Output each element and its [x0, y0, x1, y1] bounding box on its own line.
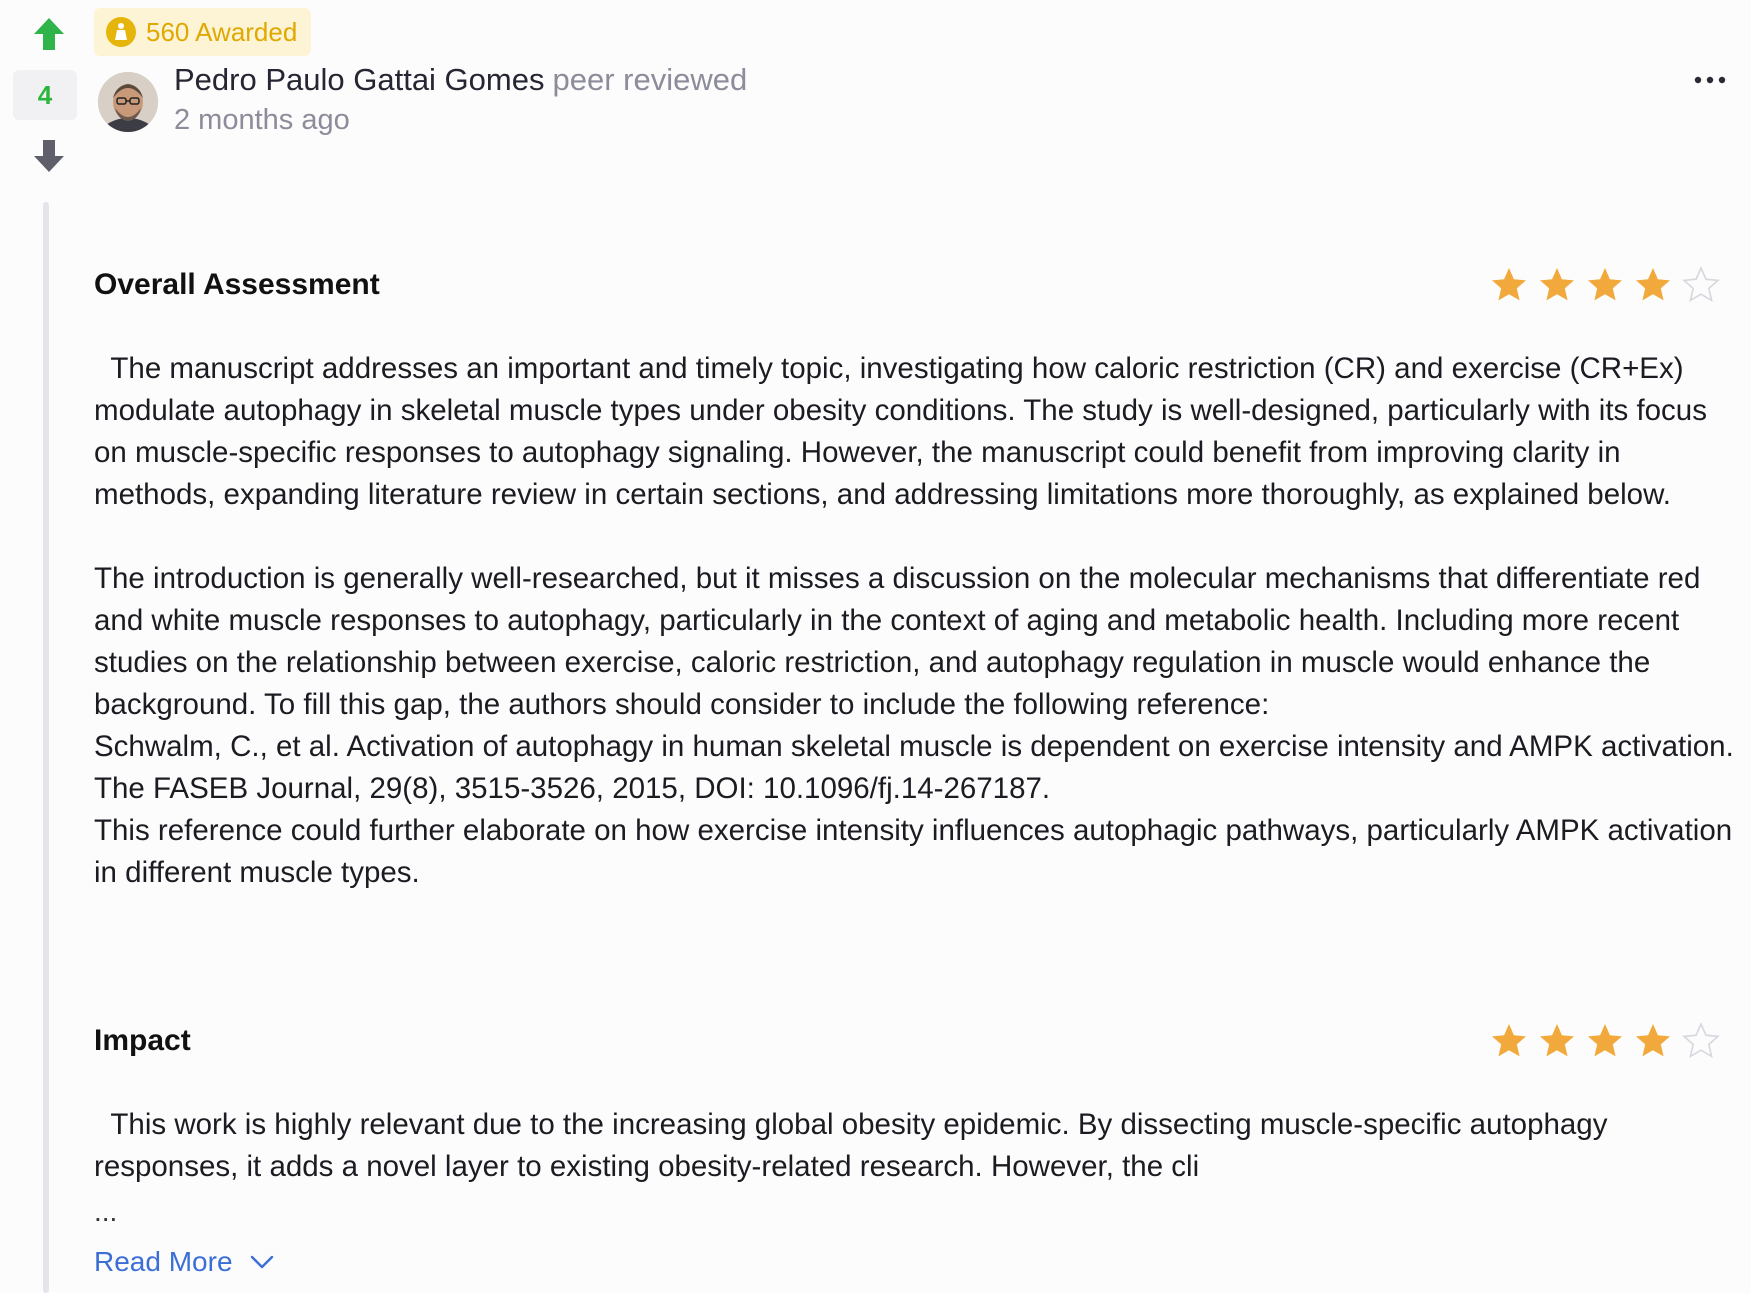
- overall-assessment-body: [94, 348, 1734, 894]
- more-options-icon[interactable]: [1688, 66, 1732, 94]
- read-more-button[interactable]: [94, 1246, 275, 1278]
- author-name[interactable]: Pedro Paulo Gattai Gomes: [174, 62, 545, 97]
- impact-paragraph: This work is highly relevant due to the increasing global obesity epidemic. By dissecting muscle-specific autophagy responses, it adds a novel layer to existing obesity-related research. However, the cli: [94, 1108, 1608, 1183]
- introduction-paragraph: The introduction is generally well-researched, but it misses a discussion on the molecular mechanisms that differentiate red and white muscle responses to autophagy, particularly in the context of aging and metabolic health. Including more recent studies on the relationship between exercise, caloric restriction, and autophagy regulation in muscle would enhance the background. To fill this gap, the authors should consider to include the following reference:: [94, 562, 1701, 721]
- rating-stars-impact: [1490, 1022, 1720, 1062]
- reference-note-paragraph: This reference could further elaborate on how exercise intensity influences autophagic pathways, particularly AMPK activation in different muscle types.: [94, 814, 1733, 889]
- star-filled-icon: [1490, 1022, 1528, 1060]
- star-filled-icon: [1634, 266, 1672, 304]
- star-empty-icon: [1682, 266, 1720, 304]
- award-icon: [106, 17, 136, 47]
- author-role: peer reviewed: [552, 62, 748, 97]
- section-title-impact: Impact: [94, 1024, 191, 1057]
- chevron-down-icon: [249, 1254, 275, 1270]
- star-filled-icon: [1586, 266, 1624, 304]
- award-label: 560 Awarded: [146, 16, 298, 47]
- avatar-image: [98, 72, 158, 132]
- star-filled-icon: [1586, 1022, 1624, 1060]
- avatar[interactable]: [98, 72, 158, 132]
- award-badge[interactable]: [94, 8, 311, 56]
- star-filled-icon: [1538, 1022, 1576, 1060]
- read-more-label: Read More: [94, 1246, 233, 1277]
- vote-count: 4: [13, 70, 77, 120]
- author-line: [174, 62, 747, 98]
- upvote-arrow-icon[interactable]: [32, 16, 66, 52]
- overall-assessment-paragraph: The manuscript addresses an important and timely topic, investigating how caloric restriction (CR) and exercise (CR+Ex) modulate autophagy in skeletal muscle types under obesity conditions. The study is well-designed, particularly with its focus on muscle-specific responses to autophagy signaling. However, the manuscript could benefit from improving clarity in methods, expanding literature review in certain sections, and addressing limitations more thoroughly, as explained below.: [94, 352, 1707, 511]
- section-title-overall-assessment: Overall Assessment: [94, 268, 380, 301]
- impact-body: [94, 1104, 1734, 1188]
- star-empty-icon: [1682, 1022, 1720, 1060]
- thread-line: [43, 202, 49, 1293]
- truncation-ellipsis: ...: [94, 1196, 118, 1227]
- star-filled-icon: [1538, 266, 1576, 304]
- star-filled-icon: [1634, 1022, 1672, 1060]
- downvote-arrow-icon[interactable]: [32, 138, 66, 174]
- rating-stars-overall-assessment: [1490, 266, 1720, 306]
- star-filled-icon: [1490, 266, 1528, 304]
- post-time: 2 months ago: [174, 104, 350, 136]
- reference-paragraph: Schwalm, C., et al. Activation of autophagy in human skeletal muscle is dependent on exercise intensity and AMPK activation. The FASEB Journal, 29(8), 3515-3526, 2015, DOI: 10.1096/fj.14-267187.: [94, 730, 1734, 805]
